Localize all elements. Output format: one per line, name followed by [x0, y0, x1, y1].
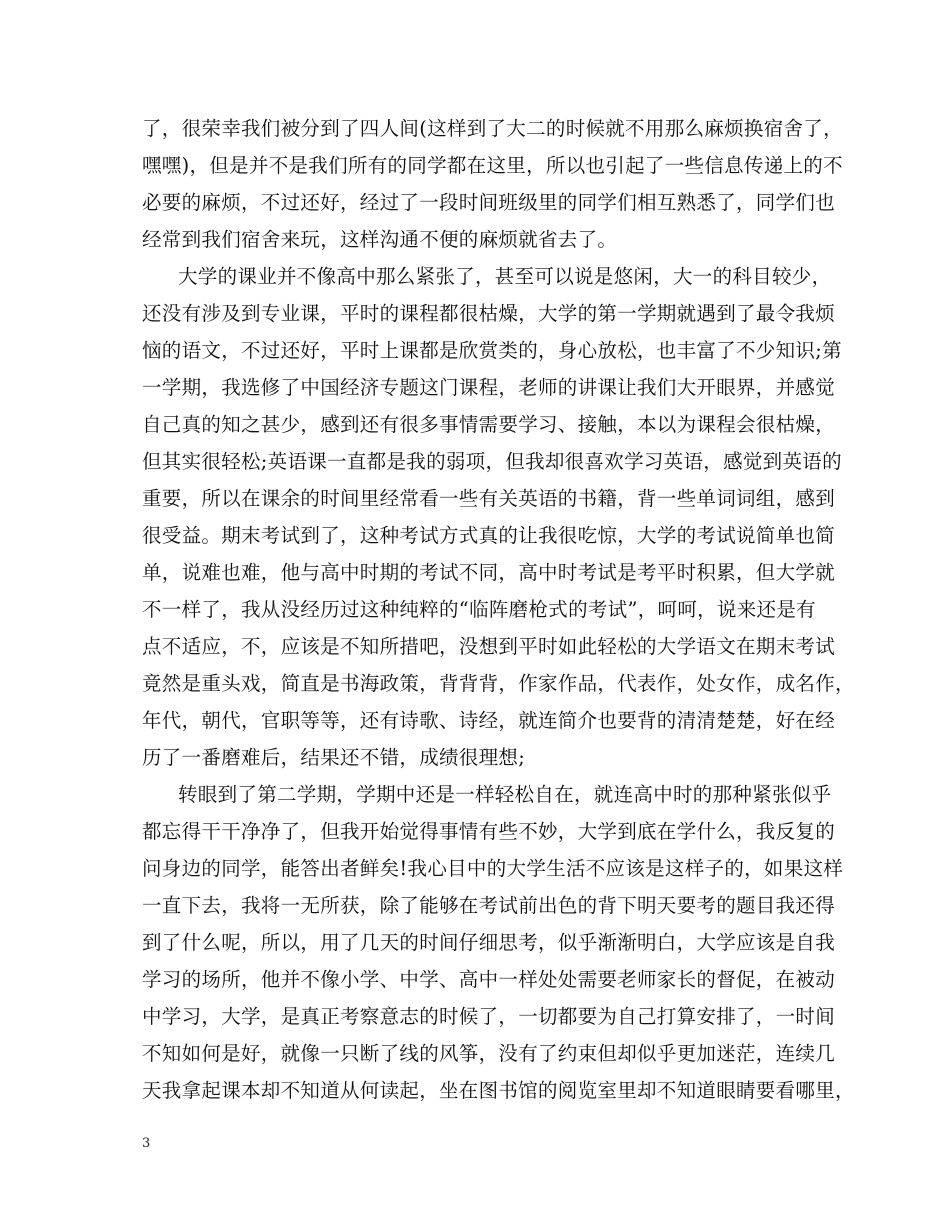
text-line: 竟然是重头戏，简直是书海政策，背背背，作家作品，代表作，处女作，成名作， — [142, 672, 855, 695]
text-line: 不一样了，我从没经历过这种纯粹的“临阵磨枪式的考试”，呵呵，说来还是有 — [142, 598, 816, 621]
text-line: 到了什么呢，所以，用了几天的时间仔细思考，似乎渐渐明白，大学应该是自我 — [142, 931, 836, 954]
text-line: 很受益。期末考试到了，这种考试方式真的让我很吃惊，大学的考试说简单也简 — [142, 524, 836, 547]
text-line: 一直下去，我将一无所获，除了能够在考试前出色的背下明天要考的题目我还得 — [142, 894, 836, 917]
text-line: 嘿嘿)，但是并不是我们所有的同学都在这里，所以也引起了一些信息传递上的不 — [142, 154, 843, 177]
text-line: 必要的麻烦，不过还好，经过了一段时间班级里的同学们相互熟悉了，同学们也 — [142, 191, 836, 214]
text-line: 天我拿起课本却不知道从何读起，坐在图书馆的阅览室里却不知道眼睛要看哪里， — [142, 1079, 855, 1102]
text-line: 自己真的知之甚少，感到还有很多事情需要学习、接触，本以为课程会很枯燥， — [142, 413, 836, 436]
text-line: 点不适应，不，应该是不知所措吧，没想到平时如此轻松的大学语文在期末考试 — [142, 635, 836, 658]
text-line: 不知如何是好，就像一只断了线的风筝，没有了约束但却似乎更加迷茫，连续几 — [142, 1042, 836, 1065]
text-line: 还没有涉及到专业课，平时的课程都很枯燥，大学的第一学期就遇到了最令我烦 — [142, 302, 836, 325]
text-line: 单，说难也难，他与高中时期的考试不同，高中时考试是考平时积累，但大学就 — [142, 561, 836, 584]
text-line: 重要，所以在课余的时间里经常看一些有关英语的书籍，背一些单词词组，感到 — [142, 487, 836, 510]
text-line: 学习的场所，他并不像小学、中学、高中一样处处需要老师家长的督促，在被动 — [142, 968, 836, 991]
body-text — [142, 110, 855, 1109]
text-line: 了，很荣幸我们被分到了四人间(这样到了大二的时候就不用那么麻烦换宿舍了， — [142, 117, 843, 140]
page-number: 3 — [142, 1136, 151, 1151]
text-line: 历了一番磨难后，结果还不错，成绩很理想; — [142, 746, 526, 769]
text-line: 中学习，大学，是真正考察意志的时候了，一切都要为自己打算安排了，一时间 — [142, 1005, 836, 1028]
text-line: 问身边的同学，能答出者鲜矣!我心目中的大学生活不应该是这样子的，如果这样 — [142, 857, 844, 880]
text-line: 都忘得干干净净了，但我开始觉得事情有些不妙，大学到底在学什么，我反复的 — [142, 820, 836, 843]
text-line: 但其实很轻松;英语课一直都是我的弱项，但我却很喜欢学习英语，感觉到英语的 — [142, 450, 842, 473]
paragraph-start-line: 转眼到了第二学期，学期中还是一样轻松自在，就连高中时的那种紧张似乎 — [178, 783, 832, 806]
text-line: 一学期，我选修了中国经济专题这门课程，老师的讲课让我们大开眼界，并感觉 — [142, 376, 836, 399]
text-line: 经常到我们宿舍来玩，这样沟通不便的麻烦就省去了。 — [142, 228, 618, 251]
paragraph-start-line: 大学的课业并不像高中那么紧张了，甚至可以说是悠闲，大一的科目较少， — [178, 265, 832, 288]
text-line: 恼的语文，不过还好，平时上课都是欣赏类的，身心放松，也丰富了不少知识;第 — [142, 339, 842, 362]
text-line: 年代，朝代，官职等等，还有诗歌、诗经，就连简介也要背的清清楚楚，好在经 — [142, 709, 836, 732]
